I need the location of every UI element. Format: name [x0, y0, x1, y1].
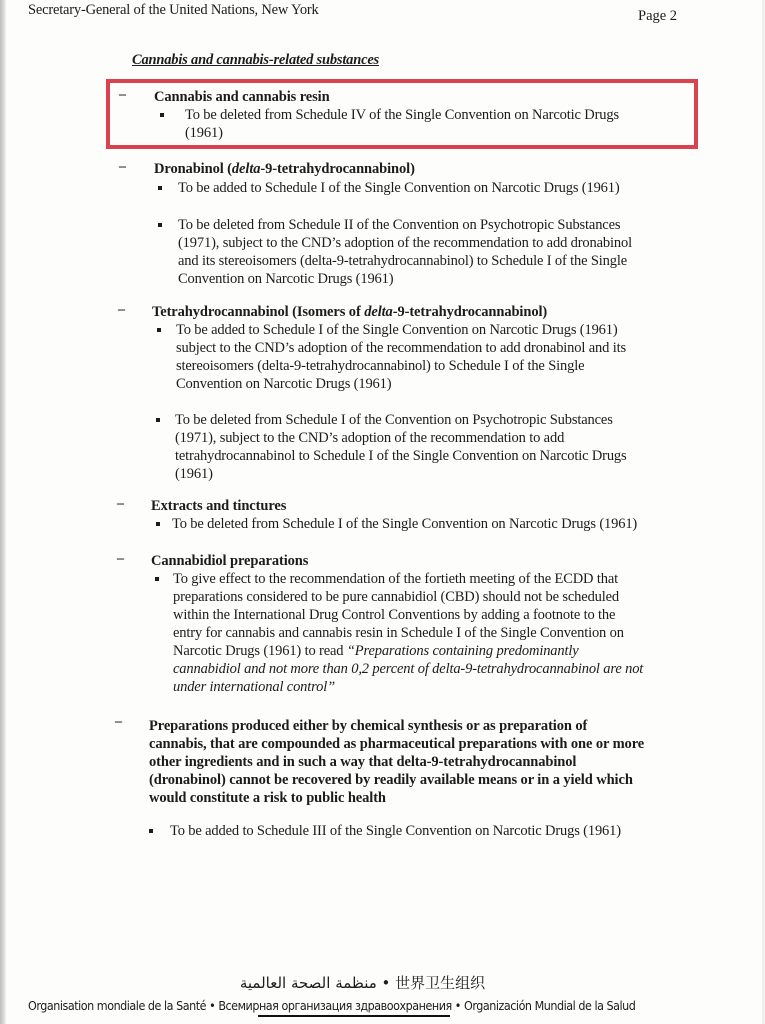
bullet-text: and its stereoisomers (delta-9-tetrahydrocannabinol) to Schedule I of the Single [178, 253, 628, 269]
bullet-text: stereoisomers (delta-9-tetrahydrocannabinol) to Schedule I of the Single [176, 358, 585, 374]
bullet-marker [156, 522, 160, 526]
section-title: Cannabis and cannabis-related substances [132, 52, 380, 68]
header-sender: Secretary-General of the United Nations, New York [28, 2, 319, 18]
bullet-text: (1961) [175, 466, 213, 482]
bullet-text: tetrahydrocannabinol to Schedule I of the Single Convention on Narcotic Drugs [175, 448, 627, 464]
bullet-marker [158, 223, 162, 227]
bullet-text: To be added to Schedule I of the Single Convention on Narcotic Drugs (1961) [176, 322, 618, 338]
bullet-text: entry for cannabis and cannabis resin in Schedule I of the Single Convention on [173, 625, 624, 641]
bullet-text: To be deleted from Schedule I of the Single Convention on Narcotic Drugs (1961) [172, 516, 638, 532]
bullet-text: within the International Drug Control Conventions by adding a footnote to the [173, 607, 616, 623]
bullet-text: To give effect to the recommendation of the fortieth meeting of the ECDD that [173, 571, 618, 587]
dash-marker: – [119, 159, 126, 174]
item-title: Preparations produced either by chemical synthesis or as preparation of [149, 718, 588, 734]
dash-marker: – [117, 496, 124, 511]
bullet-text: To be deleted from Schedule I of the Convention on Psychotropic Substances [175, 412, 613, 428]
dash-marker: – [118, 302, 125, 317]
bullet-text: Convention on Narcotic Drugs (1961) [178, 271, 394, 287]
bullet-text-quote: cannabidiol and not more than 0,2 percent of delta-9-tetrahydrocannabinol are not [173, 661, 644, 677]
page-number: Page 2 [638, 8, 678, 24]
bullet-text: To be deleted from Schedule II of the Convention on Psychotropic Substances [178, 217, 621, 233]
bullet-text: (1971), subject to the CND’s adoption of the recommendation to add dronabinol [178, 235, 632, 251]
bullet-text: subject to the CND’s adoption of the recommendation to add dronabinol and its [176, 340, 626, 356]
footer-underline-mark [258, 1015, 450, 1017]
item-title: other ingredients and in such a way that delta-9-tetrahydrocannabinol [149, 754, 577, 770]
bullet-text: Narcotic Drugs (1961) to read “Preparations containing predominantly [173, 643, 579, 659]
footer-who-arabic-chinese: منظمة الصحة العالمية • 世界卫生组织 [239, 974, 486, 992]
bullet-text: (1961) [185, 125, 223, 141]
footer-who-languages: Organisation mondiale de la Santé • Всемирная организация здравоохранения • Organización Mundial de la Salud [28, 999, 636, 1013]
item-title: Extracts and tinctures [151, 498, 287, 514]
bullet-text: preparations considered to be pure cannabidiol (CBD) should not be scheduled [173, 589, 620, 605]
bullet-marker [156, 418, 160, 422]
bullet-marker [160, 113, 164, 117]
item-title: Cannabis and cannabis resin [154, 89, 330, 105]
item-title: would constitute a risk to public health [149, 790, 386, 806]
bullet-marker [149, 829, 153, 833]
bullet-marker [158, 186, 162, 190]
bullet-text: Convention on Narcotic Drugs (1961) [176, 376, 392, 392]
bullet-text: To be added to Schedule I of the Single Convention on Narcotic Drugs (1961) [178, 180, 620, 196]
bullet-marker [157, 328, 161, 332]
dash-marker: – [117, 551, 124, 566]
page-edge-shadow [0, 0, 6, 1024]
bullet-marker [155, 577, 159, 581]
dash-marker: – [115, 714, 122, 729]
item-title: Dronabinol (delta-9-tetrahydrocannabinol) [154, 161, 415, 177]
bullet-text: To be deleted from Schedule IV of the Single Convention on Narcotic Drugs [185, 107, 619, 123]
bullet-text-quote: under international control” [173, 679, 336, 695]
item-title: Cannabidiol preparations [151, 553, 309, 569]
dash-marker: – [119, 87, 126, 102]
bullet-text: To be added to Schedule III of the Single Convention on Narcotic Drugs (1961) [170, 823, 621, 839]
item-title: cannabis, that are compounded as pharmaceutical preparations with one or more [149, 736, 645, 752]
item-title: Tetrahydrocannabinol (Isomers of delta-9-tetrahydrocannabinol) [152, 304, 548, 320]
bullet-text: (1971), subject to the CND’s adoption of the recommendation to add [175, 430, 565, 446]
item-title: (dronabinol) cannot be recovered by readily available means or in a yield which [149, 772, 633, 788]
